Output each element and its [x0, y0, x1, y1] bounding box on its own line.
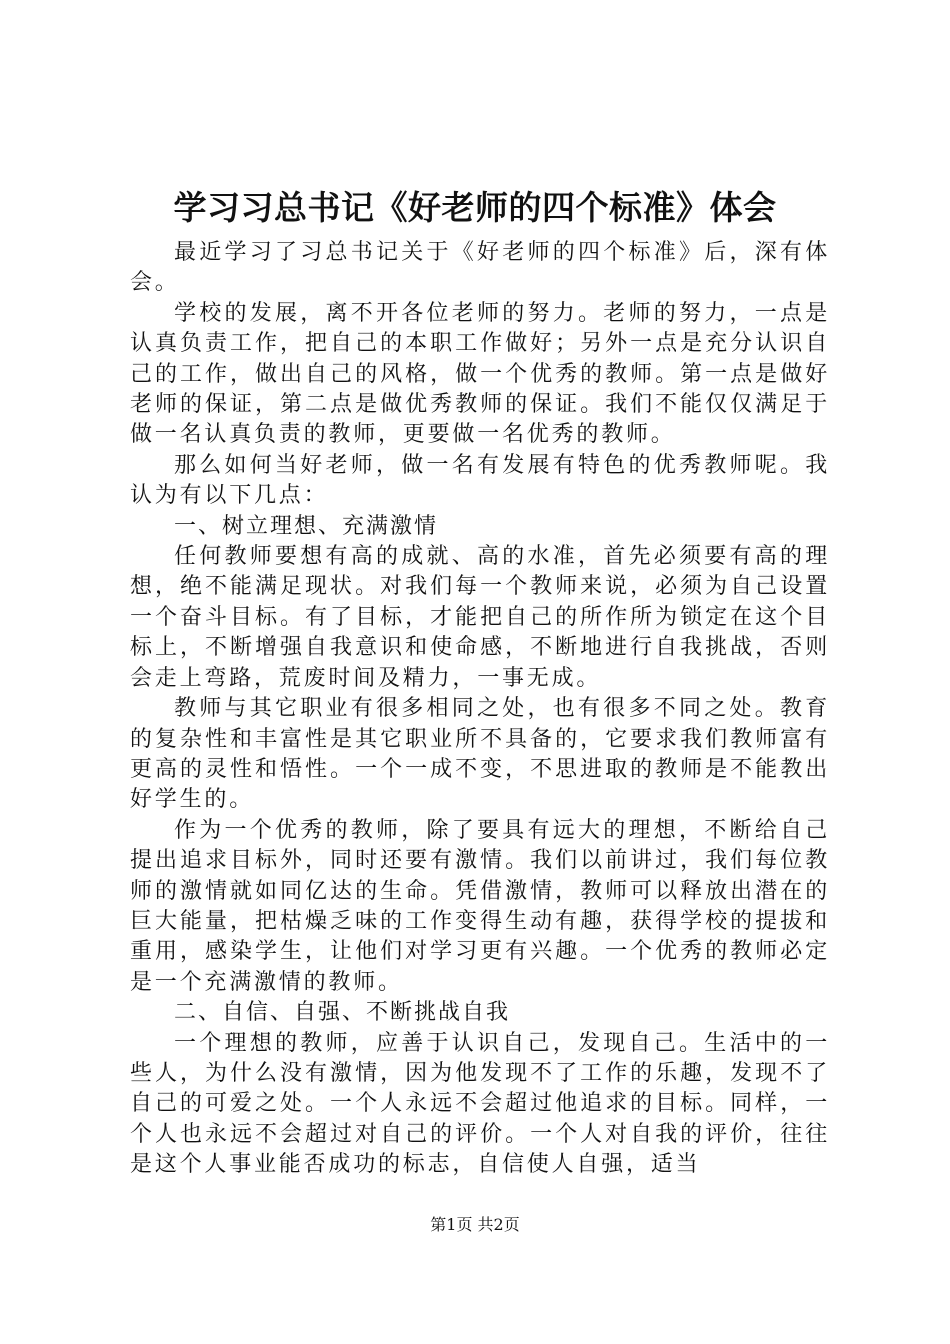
paragraph-2: 学校的发展，离不开各位老师的努力。老师的努力，一点是认真负责工作，把自己的本职工作做好；另外一点是充分认识自己的工作，做出自己的风格，做一个优秀的教师。第一点是做好老师的保证，第二点是做优秀教师的保证。我们不能仅仅满足于做一名认真负责的教师，更要做一名优秀的教师。	[130, 300, 830, 448]
paragraph-5: 教师与其它职业有很多相同之处，也有很多不同之处。教育的复杂性和丰富性是其它职业所不具备的，它要求我们教师富有更高的灵性和悟性。一个一成不变，不思进取的教师是不能教出好学生的。	[130, 696, 830, 813]
page-number-footer: 第1页 共2页	[430, 1215, 520, 1234]
paragraph-7: 一个理想的教师，应善于认识自己，发现自己。生活中的一些人，为什么没有激情，因为他发现不了工作的乐趣，发现不了自己的可爱之处。一个人永远不会超过他追求的目标。同样，一个人也永远不会超过对自己的评价。一个人对自我的评价，往往是这个人事业能否成功的标志，自信使人自强，适当	[130, 1030, 830, 1178]
document-title: 学习习总书记《好老师的四个标准》体会	[173, 188, 777, 227]
paragraph-6: 作为一个优秀的教师，除了要具有远大的理想，不断给自己提出追求目标外，同时还要有激情。我们以前讲过，我们每位教师的激情就如同亿达的生命。凭借激情，教师可以释放出潜在的巨大能量，把枯燥乏味的工作变得生动有趣，获得学校的提拔和重用，感染学生，让他们对学习更有兴趣。一个优秀的教师必定是一个充满激情的教师。	[130, 817, 830, 995]
section-heading-1: 一、树立理想、充满激情	[174, 513, 439, 539]
paragraph-4: 任何教师要想有高的成就、高的水准，首先必须要有高的理想，绝不能满足现状。对我们每一个教师来说，必须为自己设置一个奋斗目标。有了目标，才能把自己的所作所为锁定在这个目标上，不断增强自我意识和使命感，不断地进行自我挑战，否则会走上弯路，荒废时间及精力，一事无成。	[130, 544, 830, 691]
paragraph-3: 那么如何当好老师，做一名有发展有特色的优秀教师呢。我认为有以下几点：	[130, 452, 830, 509]
document-body	[130, 238, 830, 1181]
paragraph-1: 最近学习了习总书记关于《好老师的四个标准》后，深有体会。	[130, 240, 830, 296]
section-heading-2: 二、自信、自强、不断挑战自我	[174, 1000, 511, 1026]
